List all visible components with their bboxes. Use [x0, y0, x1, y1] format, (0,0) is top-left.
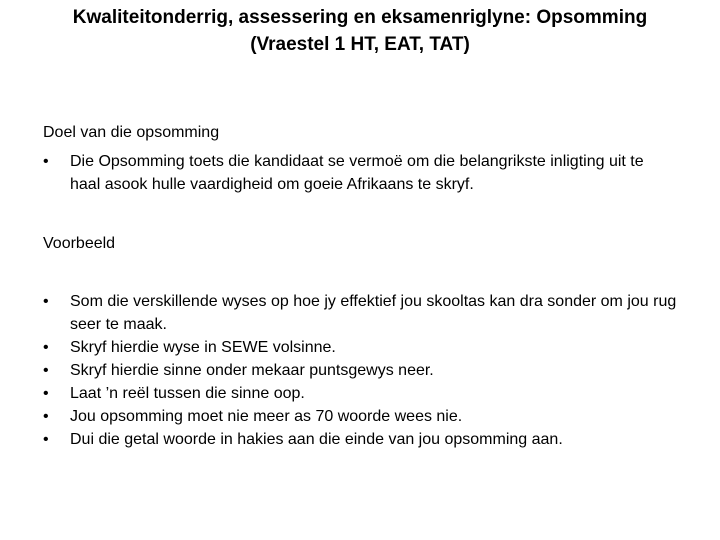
list-item — [43, 405, 693, 428]
title-line-1: Kwaliteitonderrig, assessering en eksamenriglyne: Opsomming — [72, 7, 648, 28]
example-bullet-text: Som die verskillende wyses op hoe jy effektief jou skooltas kan dra sonder om jou rug seer te maak. — [70, 293, 677, 333]
list-item — [43, 382, 693, 405]
purpose-list — [43, 150, 673, 196]
title-line-2: (Vraestel 1 HT, EAT, TAT) — [250, 34, 470, 55]
bullet-icon: • — [43, 153, 49, 170]
bullet-icon: • — [43, 431, 49, 448]
example-heading: Voorbeeld — [43, 235, 116, 252]
example-bullet-text: Laat ’n reël tussen die sinne oop. — [70, 385, 305, 402]
bullet-icon: • — [43, 339, 49, 356]
bullet-icon: • — [43, 362, 49, 379]
slide-title — [20, 4, 700, 58]
example-bullet-text: Dui die getal woorde in hakies aan die einde van jou opsomming aan. — [70, 431, 563, 448]
purpose-heading: Doel van die opsomming — [43, 124, 220, 141]
list-item — [43, 290, 693, 336]
list-item — [43, 359, 693, 382]
bullet-icon: • — [43, 293, 49, 310]
example-bullet-text: Jou opsomming moet nie meer as 70 woorde wees nie. — [70, 408, 463, 425]
list-item — [43, 150, 673, 196]
example-bullet-text: Skryf hierdie sinne onder mekaar puntsgewys neer. — [70, 362, 434, 379]
list-item — [43, 336, 693, 359]
example-bullet-text: Skryf hierdie wyse in SEWE volsinne. — [70, 339, 336, 356]
example-list — [43, 290, 693, 451]
bullet-icon: • — [43, 385, 49, 402]
bullet-icon: • — [43, 408, 49, 425]
list-item — [43, 428, 693, 451]
purpose-bullet-text: Die Opsomming toets die kandidaat se vermoë om die belangrikste inligting uit te haal asook hulle vaardigheid om goeie Afrikaans te skryf. — [70, 153, 644, 193]
